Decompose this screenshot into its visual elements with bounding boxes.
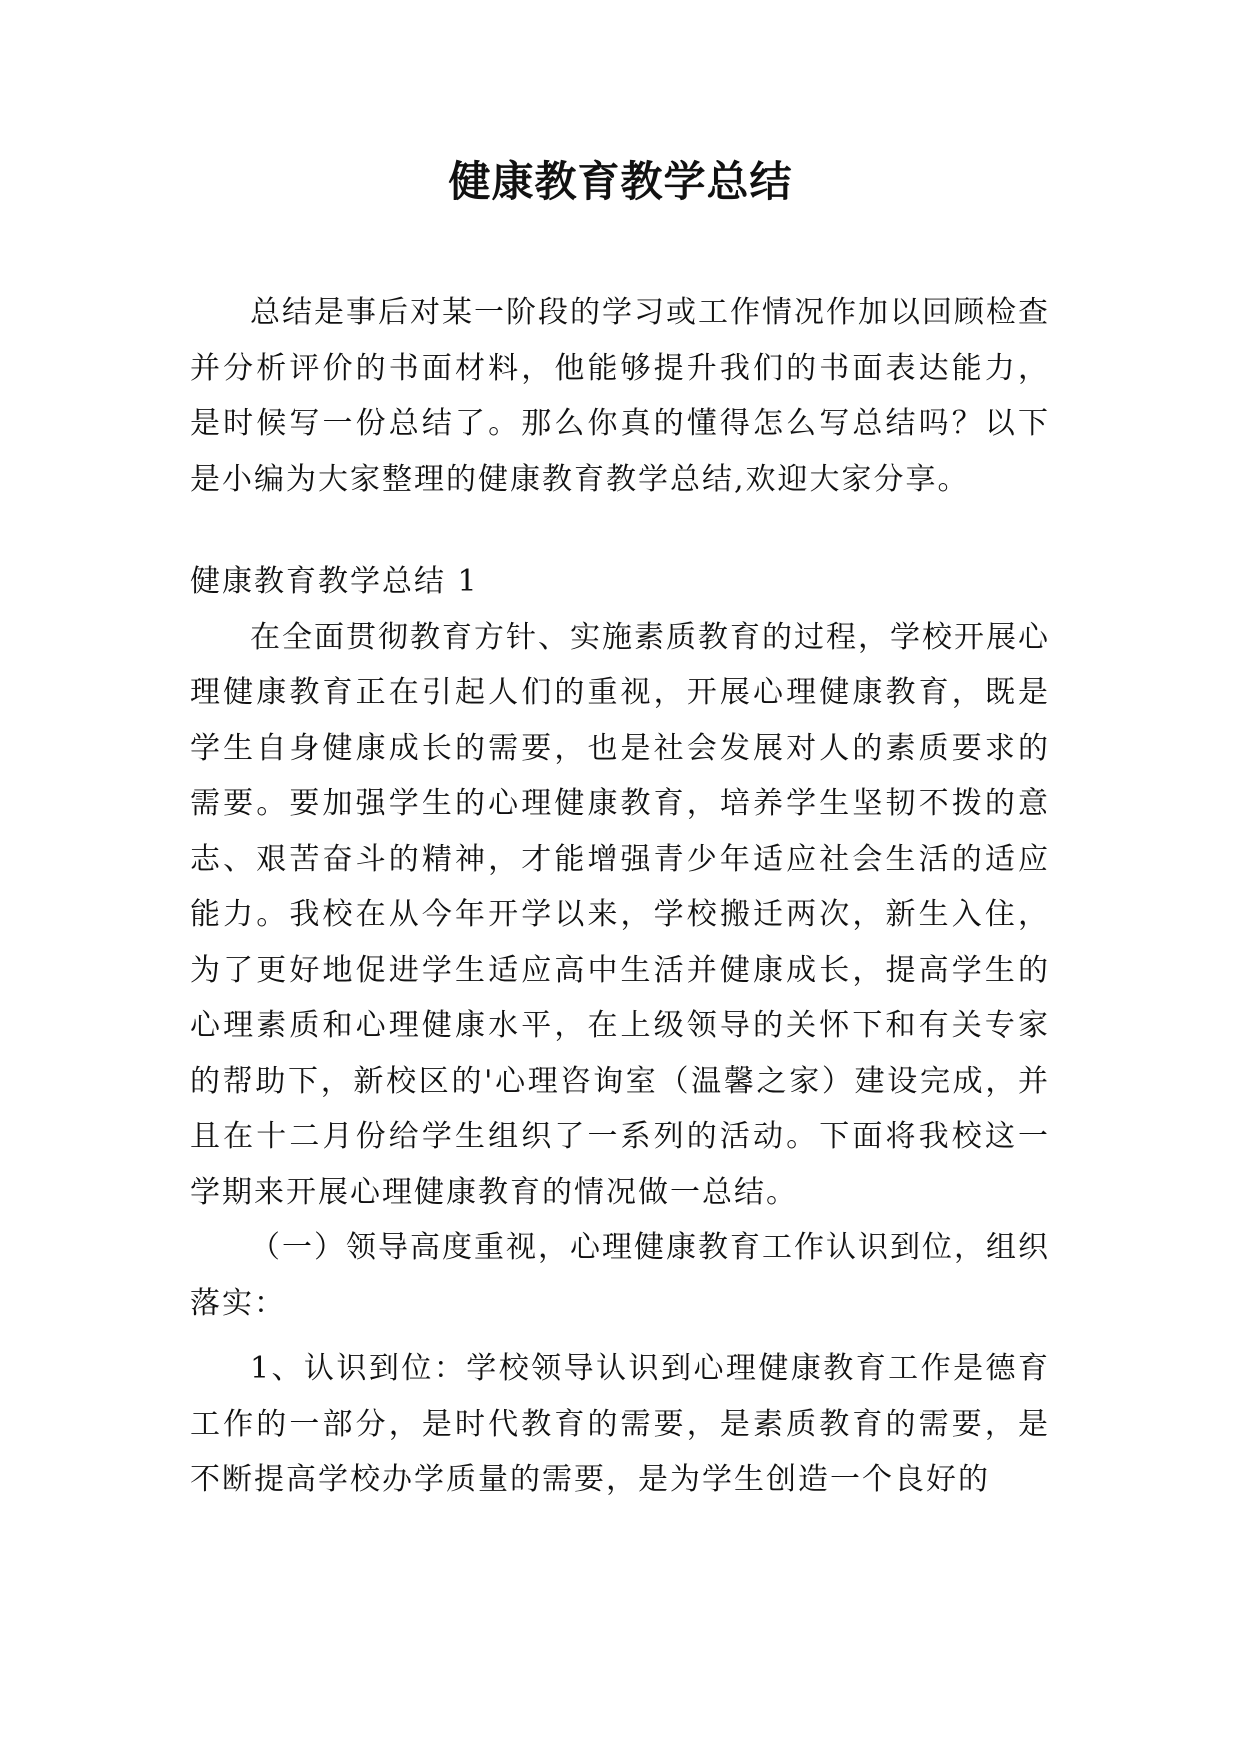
document-body [190,285,1050,1508]
subheading-paragraph: （一）领导高度重视，心理健康教育工作认识到位，组织落实： [190,1230,1050,1321]
section-heading: 健康教育教学总结 1 [190,564,479,599]
section-paragraph: 在全面贯彻教育方针、实施素质教育的过程，学校开展心理健康教育正在引起人们的重视，开展心理健康教育，既是学生自身健康成长的需要，也是社会发展对人的素质要求的需要。要加强学生的心理健康教育，培养学生坚韧不拨的意志、艰苦奋斗的精神，才能增强青少年适应社会生活的适应能力。我校在从今年开学以来，学校搬迁两次，新生入住，为了更好地促进学生适应高中生活并健康成长，提高学生的心理素质和心理健康水平，在上级领导的关怀下和有关专家的帮助下，新校区的'心理咨询室（温馨之家）建设完成，并且在十二月份给学生组织了一系列的活动。下面将我校这一学期来开展心理健康教育的情况做一总结。 [190,619,1050,1210]
intro-paragraph: 总结是事后对某一阶段的学习或工作情况作加以回顾检查并分析评价的书面材料，他能够提升我们的书面表达能力，是时候写一份总结了。那么你真的懂得怎么写总结吗？以下是小编为大家整理的健康教育教学总结,欢迎大家分享。 [190,295,1050,497]
document-title: 健康教育教学总结 [448,157,793,206]
list-item-paragraph: 1、认识到位：学校领导认识到心理健康教育工作是德育工作的一部分，是时代教育的需要，是素质教育的需要，是不断提高学校办学质量的需要，是为学生创造一个良好的 [190,1351,1050,1497]
